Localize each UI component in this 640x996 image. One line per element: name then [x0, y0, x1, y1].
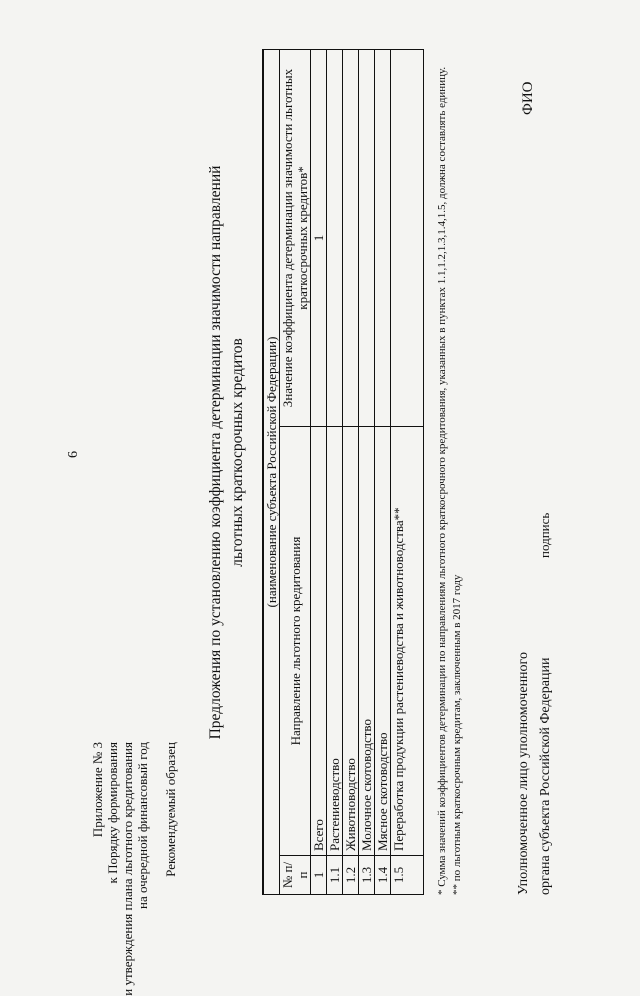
row-value [359, 50, 375, 427]
table-row [391, 50, 424, 895]
sample-note: Рекомендуемый образец [163, 742, 178, 877]
row-value [375, 50, 391, 427]
page-number: 6 [66, 451, 81, 458]
table-row [343, 50, 359, 895]
row-direction: Всего [311, 427, 327, 856]
subject-placeholder: (наименование субъекта Российской Федерации) [263, 50, 280, 895]
table-header-row [280, 50, 311, 895]
title-line-1: Предложения по установлению коэффициента детерминации значимости направлений [207, 165, 224, 740]
footnotes [435, 35, 465, 895]
row-value: 1 [311, 50, 327, 427]
header-direction: Направление льготного кредитования [280, 427, 311, 856]
appendix-line: и утверждения плана льготного кредитования [120, 742, 135, 996]
row-direction: Переработка продукции растениеводства и животноводства** [391, 427, 424, 856]
appendix-line: к Порядку формирования [105, 742, 120, 884]
row-direction: Растениеводство [327, 427, 343, 856]
row-num: 1.1 [327, 856, 343, 895]
appendix-line: на очередной финансовый год [135, 742, 150, 909]
row-value [327, 50, 343, 427]
header-num: № п/п [280, 856, 311, 895]
signer-line-1: Уполномоченное лицо уполномоченного [516, 652, 531, 895]
row-value [343, 50, 359, 427]
signer-line-2: органа субъекта Российской Федерации [538, 657, 553, 895]
footnote-2: ** по льготным краткосрочным кредитам, заключенным в 2017 году [451, 574, 463, 895]
row-num: 1 [311, 856, 327, 895]
row-num: 1.3 [359, 856, 375, 895]
table-row [327, 50, 343, 895]
row-num: 1.5 [391, 856, 424, 895]
row-direction: Мясное скотоводство [375, 427, 391, 856]
signer-block [513, 652, 557, 895]
fio-label: ФИО [520, 81, 536, 115]
table-row [311, 50, 327, 895]
proposals-table [262, 49, 424, 895]
table-row [375, 50, 391, 895]
signature-label: подпись [537, 512, 552, 558]
title-line-2: льготных краткосрочных кредитов [229, 338, 246, 567]
document-title [205, 0, 249, 905]
appendix-line: Приложение № 3 [90, 742, 105, 838]
table-row [359, 50, 375, 895]
footnote-1: * Сумма значений коэффициентов детерминации по направлениям льготного краткосрочного кредитования, указанных в пунктах 1.1,1.2,1.3,1.4,1.5, должна составлять единицу. [436, 66, 448, 895]
header-value: Значение коэффициента детерминации значимости льготных краткосрочных кредитов* [280, 50, 311, 427]
row-num: 1.2 [343, 856, 359, 895]
subject-row [263, 50, 280, 895]
row-num: 1.4 [375, 856, 391, 895]
row-value [391, 50, 424, 427]
row-direction: Животноводство [343, 427, 359, 856]
row-direction: Молочное скотоводство [359, 427, 375, 856]
appendix-header [90, 742, 150, 996]
